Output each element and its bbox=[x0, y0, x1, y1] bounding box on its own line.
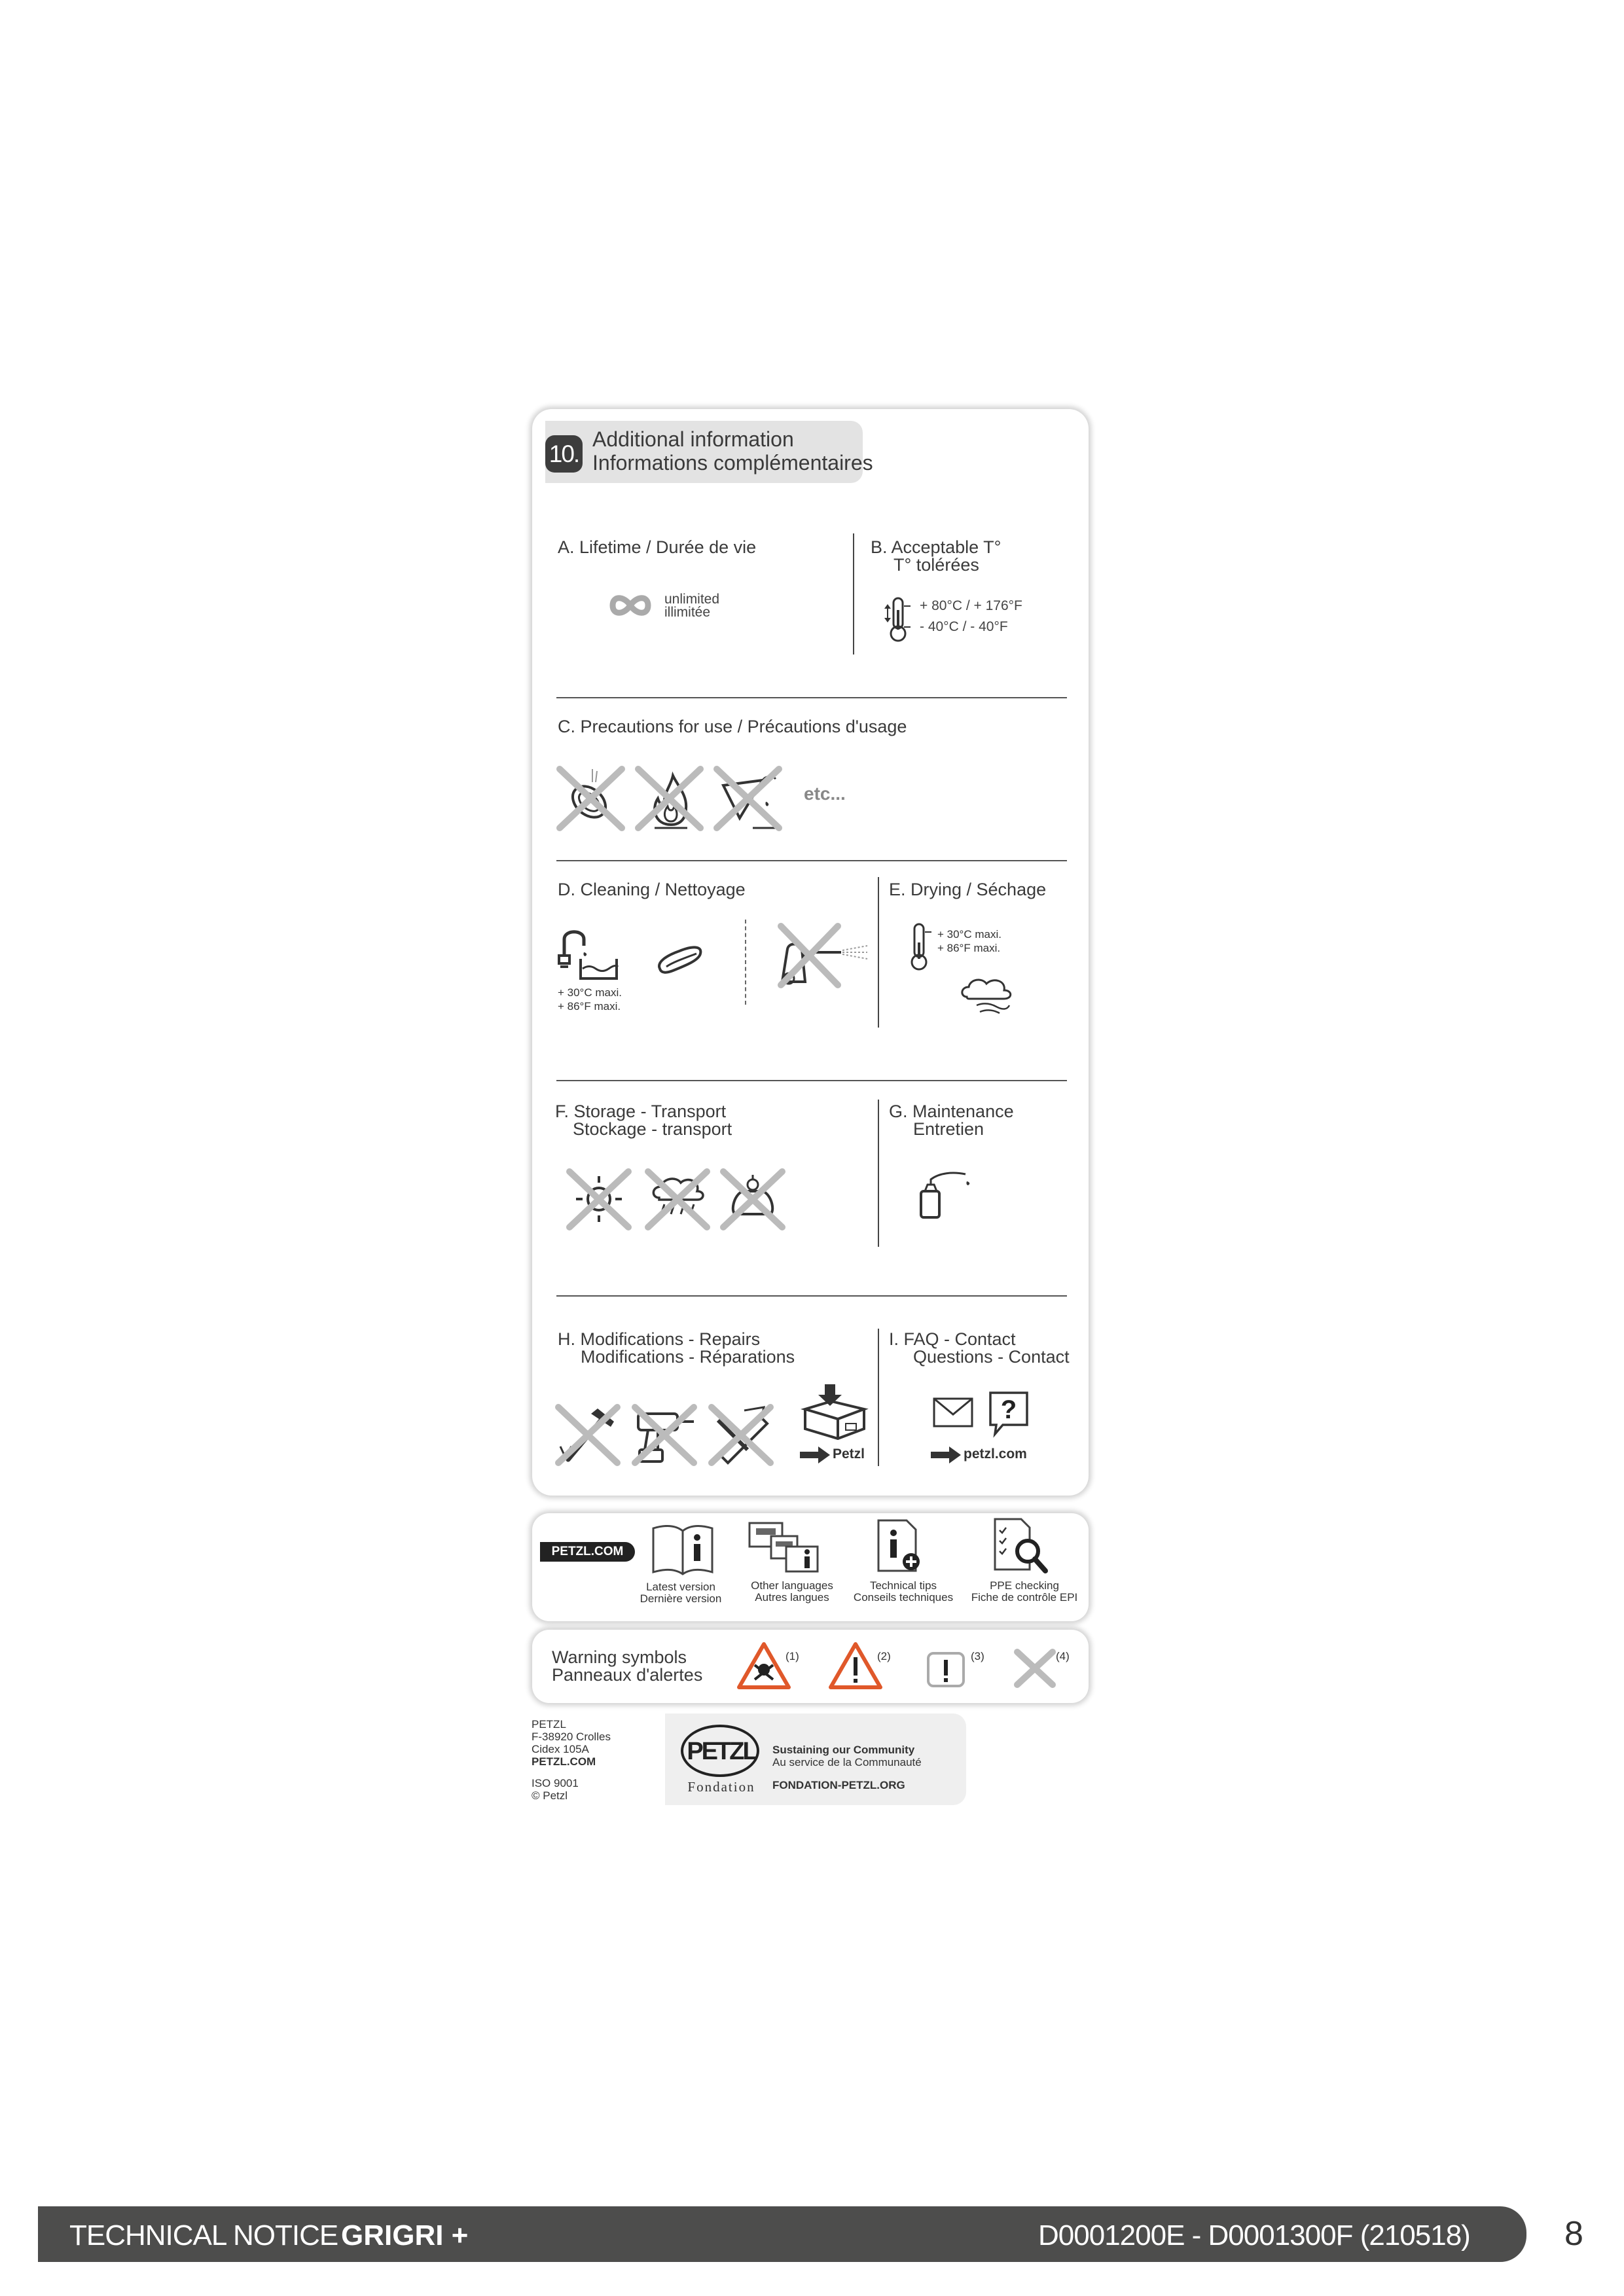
thermometer-icon bbox=[880, 597, 920, 643]
no-saw-icon bbox=[708, 1401, 777, 1466]
no-rain-icon bbox=[645, 1168, 710, 1230]
lifetime-heading: A. Lifetime / Durée de vie bbox=[558, 537, 757, 557]
return-to-petzl-box-icon bbox=[799, 1383, 871, 1442]
arrow-right-icon bbox=[931, 1446, 961, 1463]
no-chemicals-icon bbox=[713, 766, 785, 831]
infinity-icon bbox=[607, 592, 653, 619]
danger-death-warning-icon bbox=[736, 1641, 791, 1690]
address-web-link[interactable]: PETZL.COM bbox=[532, 1755, 596, 1768]
no-sealed-bag-icon bbox=[720, 1168, 785, 1230]
address-line2: Cidex 105A bbox=[532, 1743, 589, 1755]
section-number: 10. bbox=[545, 435, 583, 473]
information-exclamation-icon bbox=[926, 1651, 965, 1688]
email-envelope-icon bbox=[933, 1397, 973, 1427]
cleaning-heading: D. Cleaning / Nettoyage bbox=[558, 880, 746, 899]
divider-4 bbox=[556, 1295, 1067, 1297]
temperature-max: + 80°C / + 176°F bbox=[920, 598, 1022, 613]
no-pressure-washer-icon bbox=[769, 923, 874, 988]
cleaning-temp-f: + 86°F maxi. bbox=[558, 1000, 621, 1013]
section-title-en: Additional information bbox=[592, 427, 794, 451]
warning-label-en: Warning symbols bbox=[552, 1647, 687, 1667]
address-iso: ISO 9001 bbox=[532, 1777, 579, 1789]
no-hammer-icon bbox=[555, 1401, 624, 1466]
latest-version-label-fr: Dernière version bbox=[640, 1592, 722, 1605]
precautions-heading: C. Precautions for use / Précautions d'usage bbox=[558, 717, 907, 736]
faq-contact-link[interactable]: petzl.com bbox=[964, 1446, 1027, 1462]
storage-heading-2: Stockage - transport bbox=[573, 1119, 732, 1139]
modifications-heading-2: Modifications - Réparations bbox=[581, 1347, 795, 1367]
address-line1: F-38920 Crolles bbox=[532, 1731, 611, 1743]
divider-de bbox=[878, 877, 879, 1028]
footer-product-name: GRIGRI + bbox=[341, 2219, 469, 2251]
drying-thermometer-icon bbox=[907, 923, 933, 972]
warning-ref-4: (4) bbox=[1056, 1650, 1070, 1662]
footer-reference: D0001200E - D0001300F (210518) bbox=[1038, 2219, 1470, 2251]
oil-can-icon bbox=[913, 1172, 979, 1224]
technical-tips-icon[interactable] bbox=[875, 1518, 928, 1574]
temperature-min: - 40°C / - 40°F bbox=[920, 619, 1008, 634]
faq-question-icon bbox=[988, 1391, 1029, 1437]
drying-temp-c: + 30°C maxi. bbox=[937, 928, 1001, 941]
no-sun-icon bbox=[566, 1168, 632, 1230]
fondation-line-en: Sustaining our Community bbox=[772, 1744, 915, 1756]
modifications-heading-1: H. Modifications - Repairs bbox=[558, 1329, 761, 1349]
ppe-checking-label-fr: Fiche de contrôle EPI bbox=[971, 1591, 1078, 1604]
fondation-line-fr: Au service de la Communauté bbox=[772, 1756, 922, 1768]
divider-3 bbox=[556, 1080, 1067, 1081]
lifetime-value-fr: illimitée bbox=[664, 605, 711, 620]
divider-2 bbox=[556, 860, 1067, 861]
address-company: PETZL bbox=[532, 1718, 566, 1731]
ppe-checking-label-en: PPE checking bbox=[990, 1579, 1059, 1592]
section-title-fr: Informations complémentaires bbox=[592, 451, 873, 475]
no-drill-icon bbox=[632, 1401, 700, 1466]
tap-water-icon bbox=[558, 926, 623, 985]
soft-brush-icon bbox=[653, 939, 706, 978]
technical-tips-label-en: Technical tips bbox=[869, 1579, 937, 1592]
warning-ref-3: (3) bbox=[971, 1650, 984, 1662]
latest-version-book-icon[interactable] bbox=[650, 1523, 715, 1575]
other-languages-icon[interactable] bbox=[748, 1522, 820, 1574]
storage-heading-1: F. Storage - Transport bbox=[555, 1102, 727, 1121]
arrow-right-icon bbox=[800, 1446, 830, 1463]
temperature-heading-1: B. Acceptable T° bbox=[871, 537, 1001, 557]
drying-temp-f: + 86°F maxi. bbox=[937, 942, 1001, 954]
cleaning-dashed-divider bbox=[745, 920, 746, 1005]
maintenance-heading-1: G. Maintenance bbox=[889, 1102, 1014, 1121]
drying-heading: E. Drying / Séchage bbox=[889, 880, 1047, 899]
divider-hi bbox=[878, 1329, 879, 1466]
divider-ab bbox=[853, 533, 854, 655]
latest-version-label-en: Latest version bbox=[646, 1581, 715, 1593]
air-dry-cloud-icon bbox=[957, 974, 1016, 1020]
page-number: 8 bbox=[1564, 2215, 1583, 2253]
cleaning-temp-c: + 30°C maxi. bbox=[558, 986, 622, 999]
ppe-checking-icon[interactable] bbox=[992, 1517, 1051, 1576]
no-fire-icon bbox=[635, 766, 707, 831]
fondation-logo-text: PETZL bbox=[687, 1738, 756, 1765]
technical-tips-label-fr: Conseils techniques bbox=[853, 1591, 954, 1604]
petzl-com-badge[interactable]: PETZL.COM bbox=[540, 1542, 635, 1562]
other-languages-label-en: Other languages bbox=[751, 1579, 833, 1592]
svg-text:?: ? bbox=[1000, 1395, 1017, 1424]
warning-ref-2: (2) bbox=[877, 1650, 891, 1662]
temperature-heading-2: T° tolérées bbox=[893, 555, 979, 575]
fondation-url[interactable]: FONDATION-PETZL.ORG bbox=[772, 1779, 905, 1791]
faq-heading-1: I. FAQ - Contact bbox=[889, 1329, 1016, 1349]
precautions-etc: etc... bbox=[804, 783, 846, 804]
no-sharp-edge-icon bbox=[556, 766, 628, 831]
warning-label-fr: Panneaux d'alertes bbox=[552, 1665, 703, 1685]
footer-title-prefix: TECHNICAL NOTICE bbox=[69, 2219, 346, 2251]
repair-contact-label: Petzl bbox=[833, 1446, 865, 1462]
divider-1 bbox=[556, 697, 1067, 698]
maintenance-heading-2: Entretien bbox=[913, 1119, 984, 1139]
prohibited-cross-icon bbox=[1013, 1648, 1056, 1689]
warning-ref-1: (1) bbox=[785, 1650, 799, 1662]
lifetime-value-en: unlimited bbox=[664, 592, 720, 607]
page-footer bbox=[38, 2206, 1526, 2262]
warning-triangle-icon bbox=[828, 1641, 883, 1690]
fondation-logo-sub: Fondation bbox=[687, 1779, 755, 1795]
address-copyright: © Petzl bbox=[532, 1789, 568, 1802]
faq-heading-2: Questions - Contact bbox=[913, 1347, 1070, 1367]
divider-fg bbox=[878, 1100, 879, 1247]
other-languages-label-fr: Autres langues bbox=[755, 1591, 829, 1604]
